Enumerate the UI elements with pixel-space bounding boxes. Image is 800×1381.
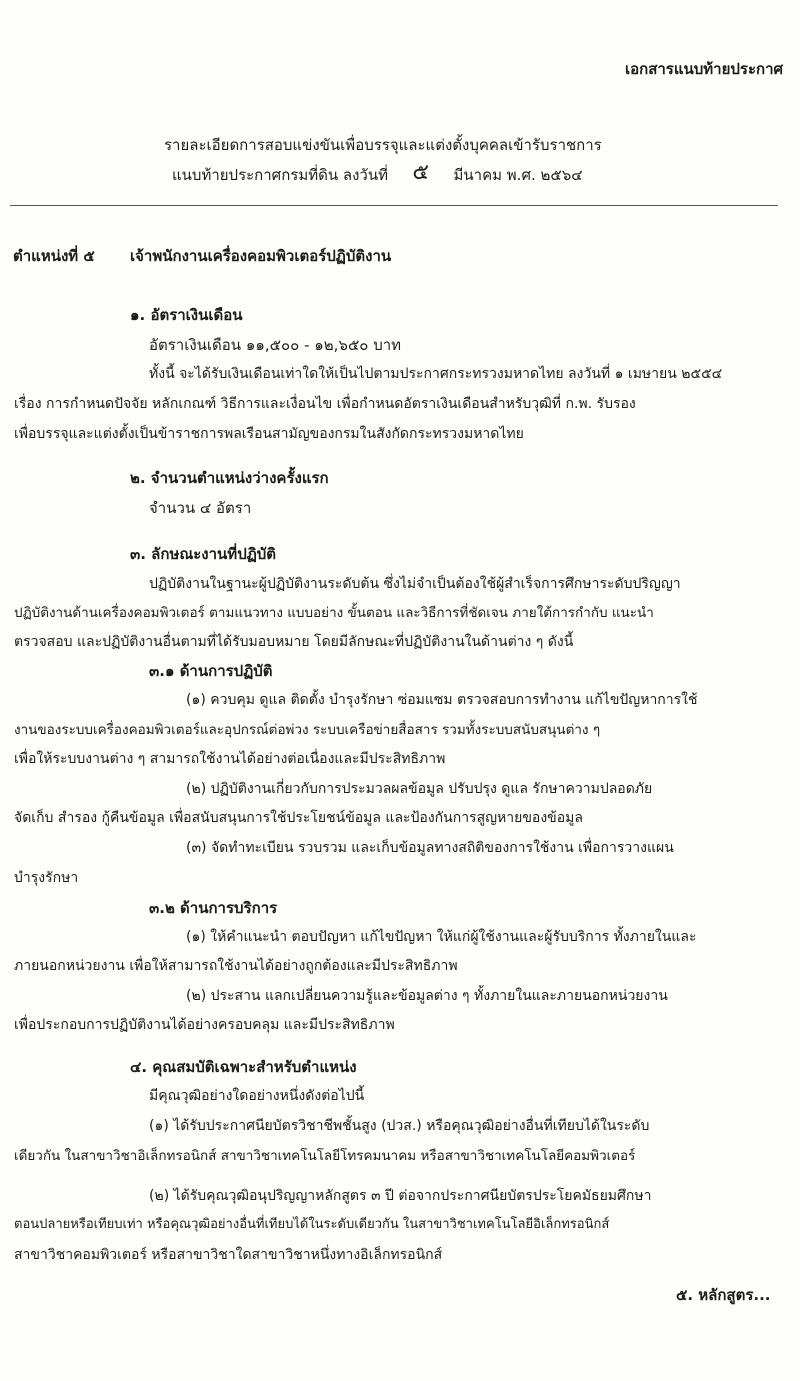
s4-item1-line2: เดียวกัน ในสาขาวิชาอิเล็กทรอนิกส์ สาขาวิชาเทคโนโลยีโทรคมนาคม หรือสาขาวิชาเทคโนโลยีคอมพิวเตอร์ <box>14 1148 636 1164</box>
s31-item3-line1: (๓) จัดทำทะเบียน รวบรวม และเก็บข้อมูลทางสถิติของการใช้งาน เพื่อการวางแผน <box>186 840 674 856</box>
s4-item2-line2: ตอนปลายหรือเทียบเท่า หรือคุณวุฒิอย่างอื่นที่เทียบได้ในระดับเดียวกัน ในสาขาวิชาเทคโนโลยีอิเล็กทรอนิกส์ <box>14 1217 610 1232</box>
doc-title-line2 <box>172 160 583 186</box>
section4-intro: มีคุณวุฒิอย่างใดอย่างหนึ่งดังต่อไปนี้ <box>149 1088 365 1104</box>
s32-item2-line1: (๒) ประสาน แลกเปลี่ยนความรู้และข้อมูลต่าง ๆ ทั้งภายในและภายนอกหน่วยงาน <box>186 988 668 1004</box>
title-suffix: มีนาคม พ.ศ. ๒๕๖๔ <box>453 166 583 184</box>
salary-amount: อัตราเงินเดือน ๑๑,๕๐๐ - ๑๒,๖๕๐ บาท <box>149 336 402 354</box>
s31-item2-line1: (๒) ปฏิบัติงานเกี่ยวกับการประมวลผลข้อมูล ปรับปรุง ดูแล รักษาความปลอดภัย <box>186 781 653 797</box>
section2-heading: ๒. จำนวนตำแหน่งว่างครั้งแรก <box>130 469 329 487</box>
s32-item1-line1: (๑) ให้คำแนะนำ ตอบปัญหา แก้ไขปัญหา ให้แก่ผู้ใช้งานและผู้รับบริการ ทั้งภายในและ <box>186 929 697 945</box>
section3-2-heading: ๓.๒ ด้านการบริการ <box>149 899 278 917</box>
position-name: เจ้าพนักงานเครื่องคอมพิวเตอร์ปฏิบัติงาน <box>130 247 392 265</box>
position-label: ตำแหน่งที่ ๕ <box>13 247 95 265</box>
section1-para-line2: เรื่อง การกำหนดปัจจัย หลักเกณฑ์ วิธีการและเงื่อนไข เพื่อกำหนดอัตราเงินเดือนสำหรับวุฒิที่ ก.พ. รับรอง <box>14 396 636 412</box>
header-reference: เอกสารแนบท้ายประกาศ <box>625 60 784 78</box>
s4-item1-line1: (๑) ได้รับประกาศนียบัตรวิชาชีพชั้นสูง (ปวส.) หรือคุณวุฒิอย่างอื่นที่เทียบได้ในระดับ <box>149 1118 650 1134</box>
doc-title-line1: รายละเอียดการสอบแข่งขันเพื่อบรรจุและแต่งตั้งบุคคลเข้ารับราชการ <box>164 136 602 154</box>
section3-intro-line1: ปฏิบัติงานในฐานะผู้ปฏิบัติงานระดับต้น ซึ่งไม่จำเป็นต้องใช้ผู้สำเร็จการศึกษาระดับปริญญา <box>149 576 681 592</box>
section3-1-heading: ๓.๑ ด้านการปฏิบัติ <box>149 662 273 680</box>
s32-item2-line2: เพื่อประกอบการปฏิบัติงานได้อย่างครอบคลุม และมีประสิทธิภาพ <box>14 1017 395 1033</box>
divider <box>10 205 778 206</box>
section3-intro-line3: ตรวจสอบ และปฏิบัติงานอื่นตามที่ได้รับมอบหมาย โดยมีลักษณะที่ปฏิบัติงานในด้านต่าง ๆ ดังนี้ <box>14 634 574 650</box>
section1-para-line1: ทั้งนี้ จะได้รับเงินเดือนเท่าใดให้เป็นไปตามประกาศกระทรวงมหาดไทย ลงวันที่ ๑ เมษายน ๒๕๕๔ <box>149 366 723 382</box>
section3-heading: ๓. ลักษณะงานที่ปฏิบัติ <box>130 545 277 563</box>
s31-item3-line2: บำรุงรักษา <box>14 870 79 886</box>
title-prefix: แนบท้ายประกาศกรมที่ดิน ลงวันที่ <box>172 166 388 184</box>
s31-item1-line1: (๑) ควบคุม ดูแล ติดตั้ง บำรุงรักษา ซ่อมแซม ตรวจสอบการทำงาน แก้ไขปัญหาการใช้ <box>186 692 698 708</box>
s31-item1-line3: เพื่อให้ระบบงานต่าง ๆ สามารถใช้งานได้อย่างต่อเนื่องและมีประสิทธิภาพ <box>14 751 446 767</box>
title-day: ๕ <box>412 160 430 185</box>
s4-item2-line3: สาขาวิชาคอมพิวเตอร์ หรือสาขาวิชาใดสาขาวิชาหนึ่งทางอิเล็กทรอนิกส์ <box>14 1247 443 1263</box>
section1-heading: ๑. อัตราเงินเดือน <box>130 306 243 324</box>
s4-item2-line1: (๒) ได้รับคุณวุฒิอนุปริญญาหลักสูตร ๓ ปี ต่อจากประกาศนียบัตรประโยคมัธยมศึกษา <box>149 1188 652 1204</box>
s31-item2-line2: จัดเก็บ สำรอง กู้คืนข้อมูล เพื่อสนับสนุนการใช้ประโยชน์ข้อมูล และป้องกันการสูญหายของข้อมูล <box>14 810 583 826</box>
continuation-marker: ๕. หลักสูตร... <box>676 1286 771 1304</box>
vacancy-count: จำนวน ๔ อัตรา <box>149 499 252 517</box>
section3-intro-line2: ปฏิบัติงานด้านเครื่องคอมพิวเตอร์ ตามแนวทาง แบบอย่าง ขั้นตอน และวิธีการที่ชัดเจน ภายใต้การกำกับ แนะนำ <box>14 605 654 621</box>
section4-heading: ๔. คุณสมบัติเฉพาะสำหรับตำแหน่ง <box>130 1058 357 1076</box>
section1-para-line3: เพื่อบรรจุและแต่งตั้งเป็นข้าราชการพลเรือนสามัญของกรมในสังกัดกระทรวงมหาดไทย <box>14 426 524 442</box>
s31-item1-line2: งานของระบบเครื่องคอมพิวเตอร์และอุปกรณ์ต่อพ่วง ระบบเครือข่ายสื่อสาร รวมทั้งระบบสนับสนุนต่าง ๆ <box>14 722 601 738</box>
s32-item1-line2: ภายนอกหน่วยงาน เพื่อให้สามารถใช้งานได้อย่างถูกต้องและมีประสิทธิภาพ <box>14 958 458 974</box>
